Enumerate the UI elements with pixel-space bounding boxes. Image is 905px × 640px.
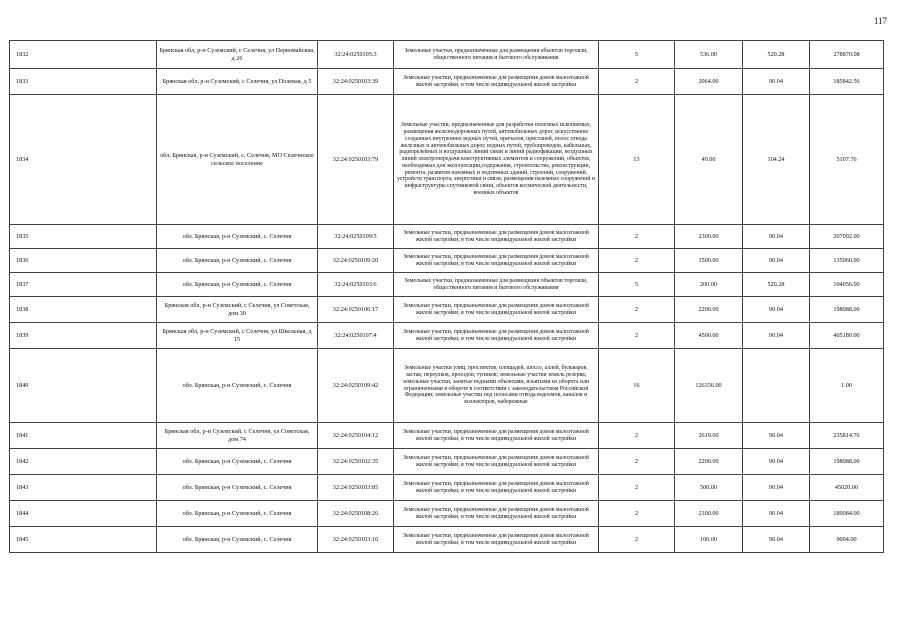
cadastral-value-cell: 185842.56 <box>810 69 884 95</box>
land-use-cell: Земельные участки, предназначенные для размещения домов малоэтажной жилой застройки, в том числе индивидуальной жилой застройки <box>394 475 599 501</box>
group-code-cell: 2 <box>599 323 675 349</box>
rate-cell: 90.04 <box>743 249 810 273</box>
rate-cell: 520.28 <box>743 273 810 297</box>
address-cell: обл. Брянская, р-н Суземский, с. Селечня <box>157 349 318 423</box>
group-code-cell: 2 <box>599 69 675 95</box>
cadastral-number-cell: 32:24:0250108:26 <box>318 501 394 527</box>
page-number: 117 <box>873 16 887 26</box>
address-cell: Брянская обл, р-н Суземский, с Селечня, ул Первомайская, д 26 <box>157 41 318 69</box>
cadastral-number-cell: 32:24:0250105:3 <box>318 41 394 69</box>
area-cell: 500.00 <box>675 475 743 501</box>
row-number-cell: 1842 <box>10 449 157 475</box>
group-code-cell: 2 <box>599 527 675 553</box>
row-number-cell: 1833 <box>10 69 157 95</box>
area-cell: 100.00 <box>675 527 743 553</box>
area-cell: 1500.00 <box>675 249 743 273</box>
rate-cell: 104.24 <box>743 95 810 225</box>
group-code-cell: 2 <box>599 297 675 323</box>
land-use-cell: Земельные участки, предназначенные для размещения объектов торговли, общественного питания и бытового обслуживания <box>394 41 599 69</box>
cadastral-number-cell: 32:24:0250104:12 <box>318 423 394 449</box>
table-row <box>10 95 884 225</box>
table-row <box>10 527 884 553</box>
land-use-cell: Земельные участки, предназначенные для размещения домов малоэтажной жилой застройки, в том числе индивидуальной жилой застройки <box>394 69 599 95</box>
group-code-cell: 2 <box>599 225 675 249</box>
table-row <box>10 225 884 249</box>
address-cell: обл. Брянская, р-н Суземский, с. Селечня <box>157 273 318 297</box>
cadastral-value-cell: 235814.76 <box>810 423 884 449</box>
row-number-cell: 1844 <box>10 501 157 527</box>
group-code-cell: 2 <box>599 449 675 475</box>
land-use-cell: Земельные участки, предназначенные для размещения домов малоэтажной жилой застройки, в том числе индивидуальной жилой застройки <box>394 323 599 349</box>
row-number-cell: 1837 <box>10 273 157 297</box>
group-code-cell: 5 <box>599 273 675 297</box>
row-number-cell: 1841 <box>10 423 157 449</box>
group-code-cell: 13 <box>599 95 675 225</box>
area-cell: 200.00 <box>675 273 743 297</box>
cadastral-value-cell: 45020.00 <box>810 475 884 501</box>
table-body <box>10 41 884 553</box>
cadastral-number-cell: 32:24:0250103:39 <box>318 69 394 95</box>
area-cell: 536.00 <box>675 41 743 69</box>
row-number-cell: 1835 <box>10 225 157 249</box>
area-cell: 4500.00 <box>675 323 743 349</box>
area-cell: 126356.00 <box>675 349 743 423</box>
cadastral-number-cell: 32:24:0250109:42 <box>318 349 394 423</box>
cadastral-number-cell: 32:24:0250103:79 <box>318 95 394 225</box>
row-number-cell: 1839 <box>10 323 157 349</box>
area-cell: 2200.00 <box>675 449 743 475</box>
land-use-cell: Земельные участки, предназначенные для разработки полезных ископаемых, размещения железнодорожных путей, автомобильных дорог, искусственно созданных внутренних водных путей, причалов, пристаней, полос отвода железных и автомобильных дорог, водных путей, трубопроводов, кабельных, радиорелейных и воздушных линий связи и линий радиофикации, воздушных линий электропередачи конструктивных элементов и сооружений, объектов, необходимых для эксплуатации,содержания, строительства, реконструкции, ремонта, развития наземных и подземных зданий, строений, сооружений, устройств транспорта, энергетики и связи; размещения наземных сооружений и инфраструктуры спутниковой связи, объектов космической деятельности, военных объектов <box>394 95 599 225</box>
cadastral-value-cell: 135060.00 <box>810 249 884 273</box>
group-code-cell: 2 <box>599 423 675 449</box>
cadastral-value-cell: 198088.00 <box>810 297 884 323</box>
address-cell: обл. Брянская, р-н Суземский, с. Селечня <box>157 225 318 249</box>
cadastral-number-cell: 32:24:0250103:16 <box>318 527 394 553</box>
cadastral-value-cell: 189084.00 <box>810 501 884 527</box>
land-use-cell: Земельные участки, предназначенные для размещения домов малоэтажной жилой застройки, в том числе индивидуальной жилой застройки <box>394 249 599 273</box>
cadastral-number-cell: 32:24:0250102:35 <box>318 449 394 475</box>
cadastral-number-cell: 32:24:0250107:4 <box>318 323 394 349</box>
table-row <box>10 423 884 449</box>
land-registry-table <box>9 40 884 553</box>
table-row <box>10 349 884 423</box>
group-code-cell: 2 <box>599 475 675 501</box>
table-row <box>10 41 884 69</box>
row-number-cell: 1845 <box>10 527 157 553</box>
row-number-cell: 1832 <box>10 41 157 69</box>
land-use-cell: Земельные участки, предназначенные для размещения объектов торговли, общественного питания и бытового обслуживания <box>394 273 599 297</box>
address-cell: обл. Брянская, р-н Суземский, с. Селечня, МО Селечнское сельское поселение <box>157 95 318 225</box>
address-cell: обл. Брянская, р-н Суземский, с. Селечня <box>157 475 318 501</box>
cadastral-number-cell: 32:24:0250109:20 <box>318 249 394 273</box>
cadastral-value-cell: 198088.00 <box>810 449 884 475</box>
land-use-cell: Земельные участки улиц, проспектов, площадей, шоссе, аллей, бульваров, застав, переулков, проездов, тупиков; земельные участки земель резерва; земельные участки, занятые водными объектами, изъятыми из оборота или ограниченными в обороте в соответствии с законодательством Российской Федерации; земельные участки под полосами отвода водоемов, каналов и коллекторов, набережные <box>394 349 599 423</box>
rate-cell: 90.04 <box>743 449 810 475</box>
table-row <box>10 501 884 527</box>
group-code-cell: 2 <box>599 249 675 273</box>
rate-cell <box>743 349 810 423</box>
table-row <box>10 297 884 323</box>
address-cell: Брянская обл, р-н Суземский, с Селечня, ул Школьная, д 15 <box>157 323 318 349</box>
cadastral-number-cell: 32:24:0250103:6 <box>318 273 394 297</box>
address-cell: обл. Брянская, р-н Суземский, с. Селечня <box>157 449 318 475</box>
land-use-cell: Земельные участки, предназначенные для размещения домов малоэтажной жилой застройки, в том числе индивидуальной жилой застройки <box>394 449 599 475</box>
cadastral-number-cell: 32:24:0250103:85 <box>318 475 394 501</box>
area-cell: 2100.00 <box>675 501 743 527</box>
cadastral-number-cell: 32:24:0250106:17 <box>318 297 394 323</box>
cadastral-value-cell: 5107.76 <box>810 95 884 225</box>
land-use-cell: Земельные участки, предназначенные для размещения домов малоэтажной жилой застройки, в том числе индивидуальной жилой застройки <box>394 225 599 249</box>
table-row <box>10 323 884 349</box>
row-number-cell: 1840 <box>10 349 157 423</box>
rate-cell: 90.04 <box>743 527 810 553</box>
cadastral-value-cell: 1.00 <box>810 349 884 423</box>
rate-cell: 90.04 <box>743 501 810 527</box>
rate-cell: 90.04 <box>743 423 810 449</box>
rate-cell: 90.04 <box>743 297 810 323</box>
table-row <box>10 69 884 95</box>
table-row <box>10 475 884 501</box>
group-code-cell: 5 <box>599 41 675 69</box>
rate-cell: 90.04 <box>743 475 810 501</box>
cadastral-value-cell: 9004.00 <box>810 527 884 553</box>
address-cell: Брянская обл, р-н Суземский, с Селечня, ул Советская, дом 74 <box>157 423 318 449</box>
land-use-cell: Земельные участки, предназначенные для размещения домов малоэтажной жилой застройки, в том числе индивидуальной жилой застройки <box>394 297 599 323</box>
land-use-cell: Земельные участки, предназначенные для размещения домов малоэтажной жилой застройки, в том числе индивидуальной жилой застройки <box>394 423 599 449</box>
area-cell: 2619.00 <box>675 423 743 449</box>
table-row <box>10 249 884 273</box>
rate-cell: 90.04 <box>743 225 810 249</box>
table-row <box>10 449 884 475</box>
address-cell: обл. Брянская, р-н Суземский, с. Селечня <box>157 501 318 527</box>
cadastral-value-cell: 207092.00 <box>810 225 884 249</box>
rate-cell: 90.04 <box>743 323 810 349</box>
row-number-cell: 1834 <box>10 95 157 225</box>
cadastral-value-cell: 405180.00 <box>810 323 884 349</box>
row-number-cell: 1836 <box>10 249 157 273</box>
area-cell: 49.00 <box>675 95 743 225</box>
address-cell: Брянская обл, р-н Суземский, с Селечня, ул Советская, дом 30 <box>157 297 318 323</box>
row-number-cell: 1843 <box>10 475 157 501</box>
land-use-cell: Земельные участки, предназначенные для размещения домов малоэтажной жилой застройки, в том числе индивидуальной жилой застройки <box>394 527 599 553</box>
cadastral-value-cell: 104056.00 <box>810 273 884 297</box>
row-number-cell: 1838 <box>10 297 157 323</box>
area-cell: 2300.00 <box>675 225 743 249</box>
address-cell: Брянская обл, р-н Суземский, с Селечня, ул Полевая, д 5 <box>157 69 318 95</box>
group-code-cell: 16 <box>599 349 675 423</box>
cadastral-value-cell: 278870.08 <box>810 41 884 69</box>
table-row <box>10 273 884 297</box>
cadastral-number-cell: 32:24:0250109:5 <box>318 225 394 249</box>
rate-cell: 90.04 <box>743 69 810 95</box>
rate-cell: 520.28 <box>743 41 810 69</box>
group-code-cell: 2 <box>599 501 675 527</box>
address-cell: обл. Брянская, р-н Суземский, с. Селечня <box>157 249 318 273</box>
area-cell: 2064.00 <box>675 69 743 95</box>
area-cell: 2200.00 <box>675 297 743 323</box>
land-use-cell: Земельные участки, предназначенные для размещения домов малоэтажной жилой застройки, в том числе индивидуальной жилой застройки <box>394 501 599 527</box>
address-cell: обл. Брянская, р-н Суземский, с. Селечня <box>157 527 318 553</box>
